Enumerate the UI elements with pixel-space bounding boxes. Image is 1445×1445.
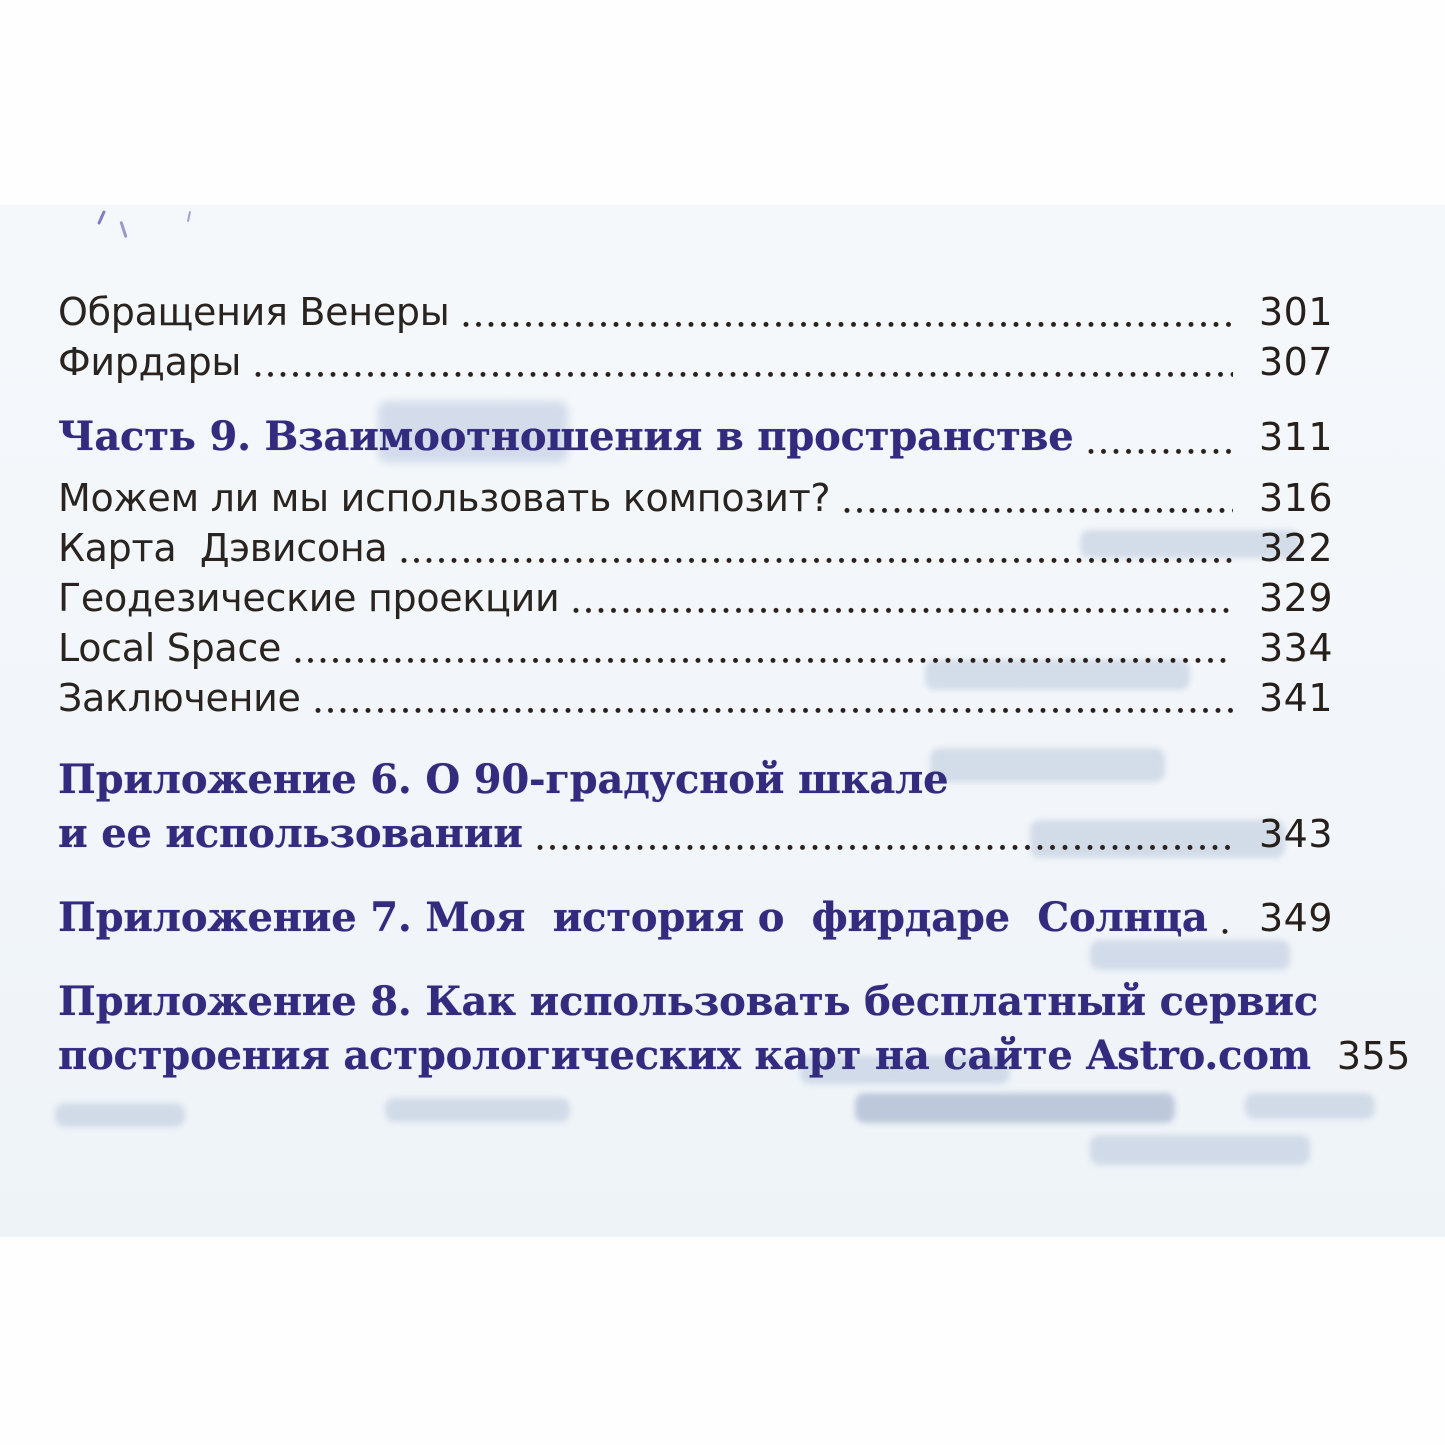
toc-page-number: 343 (1258, 812, 1333, 856)
book-page (0, 205, 1445, 1237)
dot-leader (844, 507, 1233, 514)
dot-leader (401, 557, 1233, 564)
showthrough-ghost-text (55, 1103, 185, 1127)
toc-row (58, 673, 1333, 723)
toc-entry-label: Можем ли мы использовать композит? (58, 476, 831, 520)
toc-entry-label: построения астрологических карт на сайте Astro.com (58, 1032, 1311, 1079)
toc-row (58, 287, 1333, 337)
toc-entry-label: Local Space (58, 626, 282, 670)
dot-leader (295, 657, 1233, 664)
dot-leader (1088, 448, 1233, 455)
dot-leader (463, 321, 1233, 328)
toc-entry-label: Приложение 6. О 90-градусной шкале (58, 756, 949, 803)
toc-row (58, 891, 1333, 945)
toc-entry-label: Заключение (58, 676, 301, 720)
toc-page-number: 316 (1258, 476, 1333, 520)
dot-leader (315, 707, 1233, 714)
toc-entry-label: Приложение 7. Моя история о фирдаре Солнца (58, 894, 1208, 941)
dot-leader (1222, 928, 1233, 935)
toc-row (58, 753, 1333, 807)
toc-entry-label: Приложение 8. Как использовать бесплатный сервис (58, 978, 1318, 1025)
toc-page-number: 329 (1258, 576, 1333, 620)
toc-page-number: 334 (1258, 626, 1333, 670)
toc-row (58, 523, 1333, 573)
toc-page-number: 307 (1258, 340, 1333, 384)
toc-row (58, 975, 1333, 1029)
toc-entry-label: и ее использовании (58, 810, 523, 857)
toc-row (58, 1029, 1411, 1083)
table-of-contents (0, 205, 1445, 1083)
toc-row (58, 623, 1333, 673)
dot-leader (537, 844, 1233, 851)
toc-page-number: 341 (1258, 676, 1333, 720)
showthrough-ghost-text (855, 1093, 1175, 1123)
toc-entry-label: Обращения Венеры (58, 290, 450, 334)
toc-row (58, 409, 1333, 465)
dot-leader (573, 607, 1233, 614)
showthrough-ghost-text (1090, 1135, 1310, 1165)
toc-entry-label: Фирдары (58, 340, 242, 384)
toc-entry-label: Часть 9. Взаимоотношения в пространстве (58, 413, 1074, 460)
toc-row (58, 337, 1333, 387)
toc-page-number: 349 (1258, 896, 1333, 940)
dot-leader (255, 371, 1233, 378)
toc-page-number: 355 (1336, 1034, 1411, 1078)
toc-row (58, 473, 1333, 523)
toc-row (58, 807, 1333, 861)
toc-page-number: 311 (1258, 415, 1333, 459)
toc-page-number: 322 (1258, 526, 1333, 570)
toc-entry-label: Карта Дэвисона (58, 526, 388, 570)
toc-row (58, 573, 1333, 623)
showthrough-ghost-text (385, 1098, 570, 1122)
showthrough-ghost-text (1245, 1093, 1375, 1119)
toc-entry-label: Геодезические проекции (58, 576, 560, 620)
toc-page-number: 301 (1258, 290, 1333, 334)
